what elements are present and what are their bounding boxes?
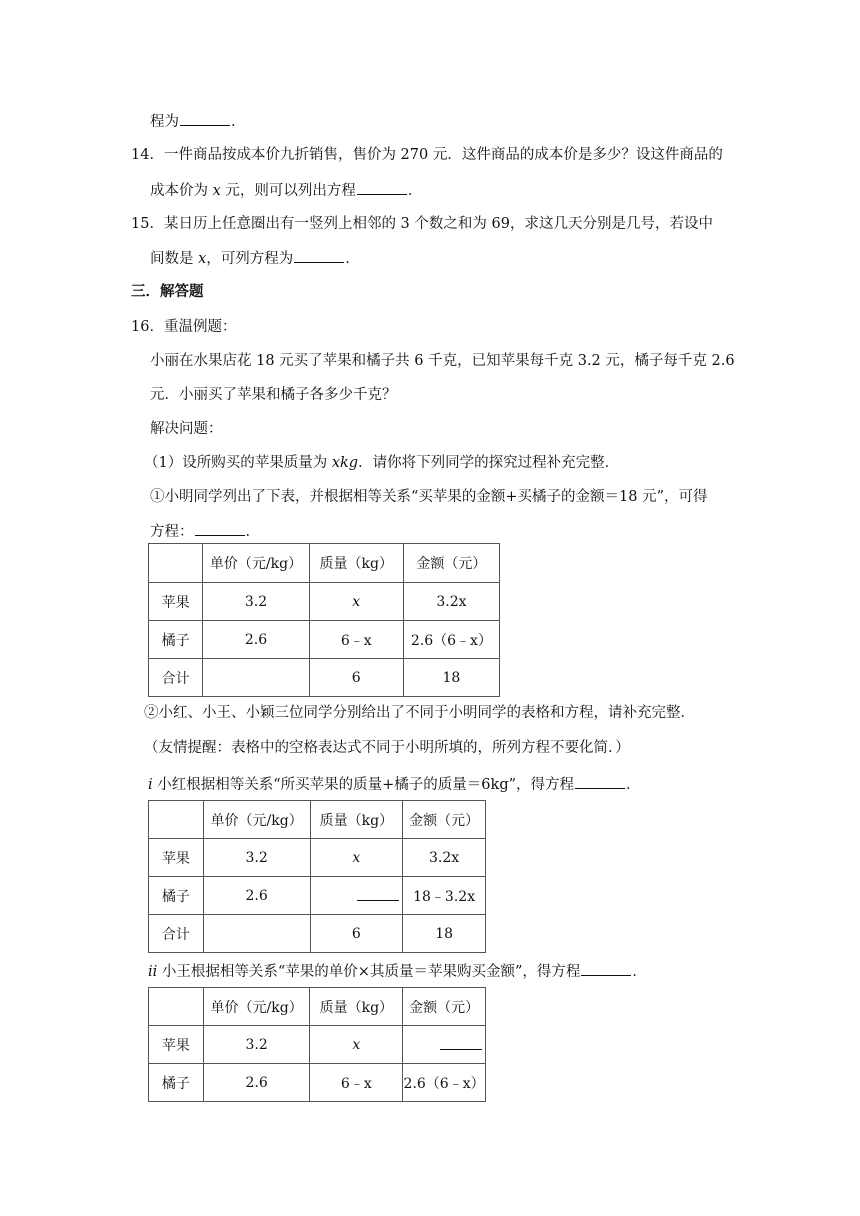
q13-tail-prefix: 程为 [150, 114, 179, 130]
cell-amount: 3.2x [403, 839, 486, 877]
q16-solve-label: 解决问题： [150, 421, 223, 437]
q15-line2-prefix: 间数是 [150, 251, 199, 267]
q16-step2-line2: （友情提醒：表格中的空格表达式不同于小明所填的，所列方程不要化简．） [144, 740, 630, 756]
q13-tail [150, 111, 246, 132]
q16-step1-line1: ①小明同学列出了下表，并根据相等关系“买苹果的金额+买橘子的金额＝18 元”，可得 [150, 489, 708, 505]
answer-blank[interactable] [357, 886, 399, 901]
cell-price: 3.2 [203, 839, 310, 877]
answer-blank[interactable] [195, 521, 245, 536]
cell-price: 3.2 [203, 583, 309, 621]
header-amount: 金额（元） [403, 801, 486, 839]
header-amount: 金额（元） [403, 988, 486, 1026]
cell-amount: 18﹣3.2x [403, 877, 486, 915]
q15-line2 [150, 248, 360, 269]
q16-title-line [131, 317, 236, 337]
q16-ii-line [148, 961, 647, 982]
cell-amount: 3.2x [403, 583, 499, 621]
cell-amount: 18 [403, 659, 499, 697]
cell-mass: 6 [309, 659, 403, 697]
header-mass: 质量（kg） [310, 988, 403, 1026]
q13-tail-suffix: ． [231, 114, 246, 130]
row-name: 苹果 [149, 1026, 204, 1064]
price-table-3 [148, 987, 486, 1102]
q14-line2-suffix: ． [407, 183, 423, 199]
q14-text-line1: 一件商品按成本价九折销售，售价为 270 元．这件商品的成本价是多少？设这件商品的 [163, 147, 723, 163]
cell-price [203, 915, 310, 953]
q16-i-label: i [148, 777, 153, 793]
q16-ii-label: ii [148, 964, 158, 980]
q14-line1 [131, 145, 723, 165]
q14-number: 14． [131, 147, 164, 163]
row-name: 苹果 [149, 839, 204, 877]
header-price: 单价（元/kg） [203, 801, 310, 839]
q16-part1-suffix: ．请你将下列同学的探究过程补充完整． [358, 455, 620, 471]
answer-blank[interactable] [180, 111, 230, 126]
cell-mass: x [310, 1026, 403, 1064]
q14-line2-prefix: 成本价为 [150, 183, 213, 199]
price-table-1 [148, 543, 500, 697]
q16-part1-prefix: （1）设所购买的苹果质量为 [144, 455, 332, 471]
cell-amount-blank[interactable] [403, 1026, 486, 1064]
q16-step1-suffix: ． [245, 524, 260, 540]
q16-problem-line2: 元．小丽买了苹果和橘子各多少千克？ [150, 387, 397, 403]
q16-part1 [144, 453, 619, 473]
q16-problem-line1: 小丽在水果店花 18 元买了苹果和橘子共 6 千克，已知苹果每千克 3.2 元，橘子每千克 2.6 [150, 353, 735, 369]
answer-blank[interactable] [440, 1035, 482, 1050]
header-price: 单价（元/kg） [203, 988, 310, 1026]
q15-line2-suffix: ． [345, 251, 360, 267]
header-amount: 金额（元） [403, 544, 499, 583]
row-name: 橘子 [149, 621, 203, 659]
section-heading: 三．解答题 [131, 283, 204, 300]
q14-line2 [150, 180, 422, 201]
q16-number: 16． [131, 319, 164, 335]
q16-i-suffix: ． [626, 777, 641, 793]
cell-mass: x [310, 839, 403, 877]
q16-i-line [148, 774, 641, 795]
q16-i-text: 小红根据相等关系“所买苹果的质量+橘子的质量＝6kg”，得方程 [152, 777, 575, 793]
cell-mass: 6﹣x [310, 1064, 403, 1102]
q16-title: 重温例题： [163, 319, 237, 335]
header-blank-cell [149, 544, 203, 583]
q16-ii-text: 小王根据相等关系“苹果的单价×其质量＝苹果购买金额”，得方程 [157, 964, 581, 980]
row-name: 合计 [149, 915, 204, 953]
cell-amount: 2.6（6﹣x） [403, 621, 499, 659]
q16-step2-line1: ②小红、小王、小颖三位同学分别给出了不同于小明同学的表格和方程，请补充完整． [144, 705, 695, 721]
answer-blank[interactable] [357, 180, 407, 195]
row-name: 橘子 [149, 877, 204, 915]
answer-blank[interactable] [581, 961, 631, 976]
q14-line2-mid: 元，则可以列出方程 [220, 183, 356, 199]
cell-mass: 6 [310, 915, 403, 953]
q15-var: x [198, 251, 207, 267]
cell-price: 3.2 [203, 1026, 310, 1064]
answer-blank[interactable] [294, 248, 344, 263]
cell-mass: 6﹣x [309, 621, 403, 659]
cell-price: 2.6 [203, 1064, 310, 1102]
cell-mass: x [309, 583, 403, 621]
header-mass: 质量（kg） [309, 544, 403, 583]
row-name: 苹果 [149, 583, 203, 621]
cell-amount: 2.6（6﹣x） [403, 1064, 486, 1102]
header-blank-cell [149, 988, 204, 1026]
q15-line2-mid: ，可列方程为 [206, 251, 294, 267]
cell-amount: 18 [403, 915, 486, 953]
price-table-2 [148, 800, 486, 953]
answer-blank[interactable] [575, 774, 625, 789]
q16-ii-suffix: ． [632, 964, 647, 980]
q15-line1 [131, 214, 713, 234]
row-name: 橘子 [149, 1064, 204, 1102]
header-mass: 质量（kg） [310, 801, 403, 839]
q16-step1-prefix: 方程： [150, 524, 194, 540]
cell-price: 2.6 [203, 621, 309, 659]
cell-price: 2.6 [203, 877, 310, 915]
q16-step1-line2 [150, 521, 260, 542]
cell-mass-blank[interactable] [310, 877, 403, 915]
cell-price [203, 659, 309, 697]
header-blank-cell [149, 801, 204, 839]
q14-var: x [212, 183, 221, 199]
q15-text-line1: 某日历上任意圈出有一竖列上相邻的 3 个数之和为 69，求这几天分别是几号，若设中 [163, 216, 713, 232]
q16-part1-var: xkg [331, 455, 359, 471]
header-price: 单价（元/kg） [203, 544, 309, 583]
q15-number: 15． [131, 216, 164, 232]
row-name: 合计 [149, 659, 203, 697]
